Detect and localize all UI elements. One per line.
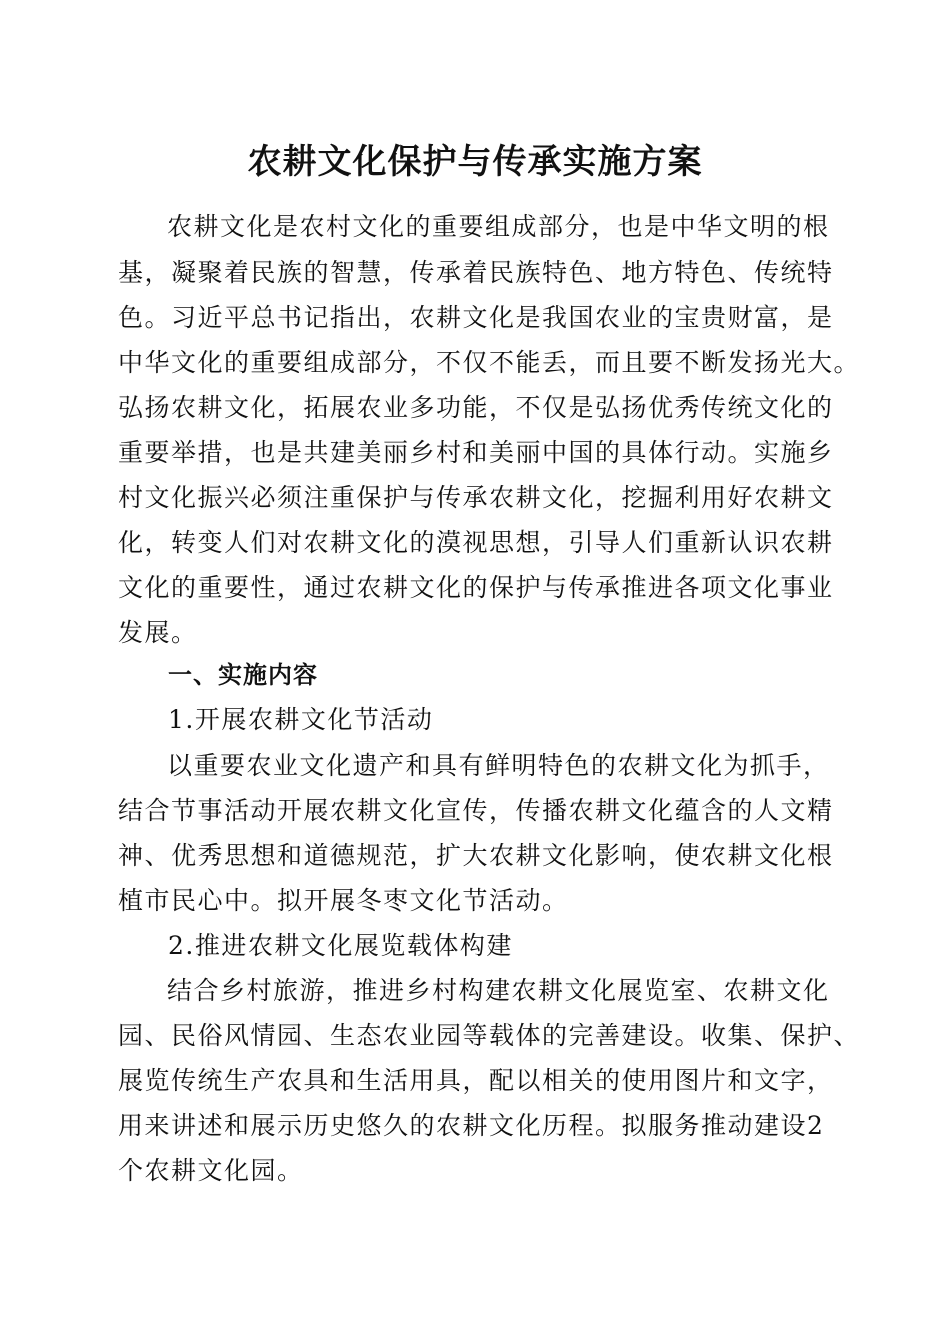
item2-line: 展览传统生产农具和生活用具，配以相关的使用图片和文字，: [118, 1066, 834, 1095]
item-heading: 2.推进农耕文化展览载体构建: [168, 931, 513, 960]
intro-line: 中华文化的重要组成部分，不仅不能丢，而且要不断发扬光大。: [118, 348, 861, 377]
intro-line: 农耕文化是农村文化的重要组成部分，也是中华文明的根: [167, 212, 830, 241]
intro-line: 基，凝聚着民族的智慧，传承着民族特色、地方特色、传统特: [118, 258, 834, 287]
intro-line: 弘扬农耕文化，拓展农业多功能，不仅是弘扬优秀传统文化的: [118, 393, 834, 422]
document-title: 农耕文化保护与传承实施方案: [247, 142, 703, 182]
intro-line: 色。习近平总书记指出，农耕文化是我国农业的宝贵财富，是: [118, 303, 834, 332]
section-heading: 一、实施内容: [168, 661, 318, 689]
item2-line: 园、民俗风情园、生态农业园等载体的完善建设。收集、保护、: [118, 1021, 861, 1050]
item1-line: 神、优秀思想和道德规范，扩大农耕文化影响，使农耕文化根: [118, 841, 834, 870]
item1-line: 植市民心中。拟开展冬枣文化节活动。: [118, 886, 569, 915]
intro-line: 村文化振兴必须注重保护与传承农耕文化，挖掘利用好农耕文: [118, 483, 834, 512]
item2-line: 用来讲述和展示历史悠久的农耕文化历程。拟服务推动建设2: [118, 1111, 825, 1140]
intro-line: 文化的重要性，通过农耕文化的保护与传承推进各项文化事业: [118, 573, 834, 602]
intro-line: 发展。: [118, 618, 198, 647]
item1-line: 以重要农业文化遗产和具有鲜明特色的农耕文化为抓手，: [167, 751, 830, 780]
intro-line: 化，转变人们对农耕文化的漠视思想，引导人们重新认识农耕: [118, 528, 834, 557]
item1-line: 结合节事活动开展农耕文化宣传，传播农耕文化蕴含的人文精: [118, 796, 834, 825]
item-heading: 1.开展农耕文化节活动: [168, 705, 434, 734]
item2-line: 结合乡村旅游，推进乡村构建农耕文化展览室、农耕文化: [167, 976, 830, 1005]
intro-line: 重要举措，也是共建美丽乡村和美丽中国的具体行动。实施乡: [118, 438, 834, 467]
item2-line: 个农耕文化园。: [118, 1156, 304, 1185]
